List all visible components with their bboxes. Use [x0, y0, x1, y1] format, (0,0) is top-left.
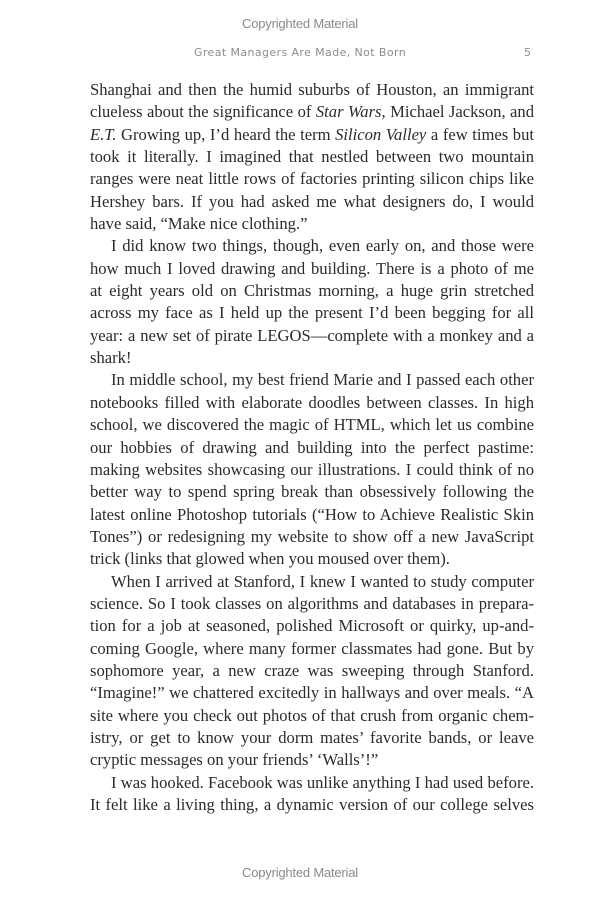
- text-line: site where you check out photos of that crush from organic chem-: [90, 705, 534, 725]
- copyright-watermark-bottom: Copyrighted Material: [242, 865, 358, 880]
- text-line: science. So I took classes on algorithms and databases in prepara-: [90, 593, 534, 613]
- text-line: trick (links that glowed when you moused over them).: [90, 549, 450, 569]
- paragraph-start-line: I was hooked. Facebook was unlike anything I had used before.: [111, 772, 534, 792]
- body-text: [90, 79, 534, 816]
- text-line: istry, or get to know your dorm mates’ favorite bands, or leave: [90, 727, 534, 747]
- paragraph-start-line: When I arrived at Stanford, I knew I wanted to study computer: [111, 571, 534, 591]
- text-line: Shanghai and then the humid suburbs of Houston, an immigrant: [90, 80, 534, 99]
- text-line: clueless about the significance of Star Wars, Michael Jackson, and: [90, 102, 534, 122]
- text-line: E.T. Growing up, I’d heard the term Silicon Valley a few times but: [90, 124, 535, 144]
- text-line: sophomore year, a new craze was sweeping through Stanford.: [90, 660, 534, 680]
- text-line: making websites showcasing our illustrations. I could think of no: [90, 459, 534, 479]
- text-line: school, we discovered the magic of HTML, which let us combine: [90, 415, 534, 435]
- text-line: year: a new set of pirate LEGOS—complete with a monkey and a: [90, 325, 534, 345]
- text-line: at eight years old on Christmas morning, a huge grin stretched: [90, 281, 534, 301]
- text-line: our hobbies of drawing and building into the perfect pastime:: [90, 437, 534, 457]
- text-line: notebooks filled with elaborate doodles between classes. In high: [90, 392, 534, 412]
- text-line: shark!: [90, 348, 132, 368]
- running-head: [0, 44, 600, 62]
- text-line: across my face as I held up the present I’d been begging for all: [90, 303, 534, 323]
- text-line: “Imagine!” we chattered excitedly in hallways and over meals. “A: [90, 683, 534, 703]
- italic-title: Star Wars: [315, 102, 382, 122]
- text-line: better way to spend spring break than obsessively following the: [90, 482, 534, 502]
- copyright-watermark-top: Copyrighted Material: [242, 16, 358, 31]
- paragraph-start-line: In middle school, my best friend Marie and I passed each other: [111, 370, 534, 390]
- text-line: Tones”) or redesigning my website to show off a new JavaScript: [90, 526, 534, 546]
- text-line: latest online Photoshop tutorials (“How to Achieve Realistic Skin: [90, 504, 534, 524]
- text-line: Hershey bars. If you had asked me what designers do, I would: [90, 191, 534, 211]
- text-line: coming Google, where many former classmates had gone. But by: [90, 638, 534, 658]
- italic-term: Silicon Valley: [335, 124, 427, 144]
- text-line: tion for a job at seasoned, polished Microsoft or quirky, up-and-: [90, 616, 534, 636]
- text-line: took it literally. I imagined that nestled between two mountain: [90, 147, 534, 167]
- page-number: 5: [524, 46, 531, 59]
- text-line: have said, “Make nice clothing.”: [90, 214, 308, 234]
- text-line: ranges were neat little rows of factories printing silicon chips like: [90, 169, 534, 189]
- paragraph-start-line: I did know two things, though, even early on, and those were: [111, 236, 534, 256]
- text-line: It felt like a living thing, a dynamic version of our college selves: [90, 795, 534, 814]
- text-line: how much I loved drawing and building. There is a photo of me: [90, 258, 534, 278]
- italic-title: E.T.: [90, 124, 117, 144]
- running-title: Great Managers Are Made, Not Born: [193, 46, 407, 59]
- text-line: cryptic messages on your friends’ ‘Walls’!”: [90, 750, 379, 770]
